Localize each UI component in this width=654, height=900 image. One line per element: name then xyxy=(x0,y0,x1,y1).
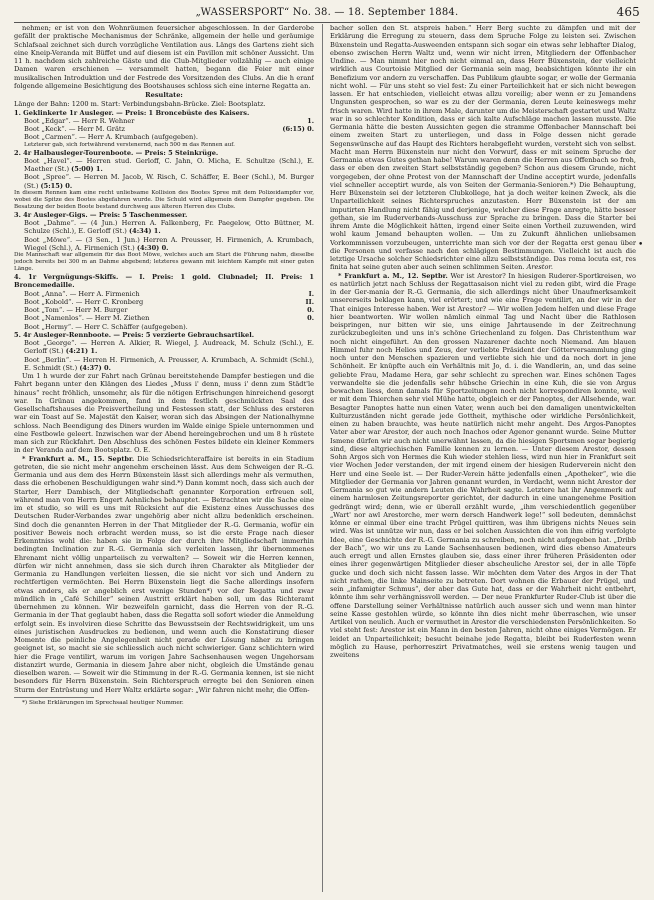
continued-paragraph: bacher sollen den St. atspreis haben.“ Herr Berg suchte zu dämpfen und mit der Erklärung die Erregung zu steuern, dass dem Spruche Folge zu leisten sei. Zwischen Büxenstein und Regatta-Ausweenden entspann sich sogar ein etwas sehr lebhafter Dialog, ebenso zwischen Herrn Waltz und, wenn wir nicht irren, Mitgliedern der Offenbacher Undine. — Man nimmt hier noch nicht einmal an, dass Herr Büxenstein, der vielleicht wirklich aus Courtoisie Mitglied der Germania sein mag, beabsichtigen könnte ihr ein Benefizium vor andern zu verschaffen. Das Publikum glaubte sogar, er wolle der Germania nicht wohl. — Für uns steht so viel fest: Zu einer Parteilichkeit hat er sich nicht bewegen lassen. Er hat entschieden, vielleicht etwas allzu voreilig; aber wenn er zu Jemandens Ungunsten gesprochen, so war es zu der der Germania, deren Leute keineswegs mehr frisch waren. Wird hatte in ihrem Male, darunter um die Meisterschaft gestartet und Waltz war in so schlechter Kondition, dass er sich kalte Aufschläge machen lassen musste. Die Germania hätte die besten Aussichten gegen die stramme Offenbacher Mannschaft bei einem zweiten Start zu unterliegen, und dass in Folge dessen nicht gerade Segenswünsche auf das Haupt des Richters herabgefleht wurden, versteht sich von selbst. Macht man Herrn Büxenstein nur nicht den Vorwurf, dass er mit seinem Spruche der Germania etwas Gutes gethan habe! Warum waren denn die Herren aus Offenbach so froh, dass er eben den zweiten Start selbstständig gegeben? Schon aus diesem Grunde, nicht vorgegeben, der ohne Protest von der Mannschaft der Undine acceptirt wurde, jedenfalls viel schneller acceptirt wurde, als von Seiten der Germania-Senioren.*) Die Behauptung, Herr Büxenstein sei der letzteren Clubkollege, hat ja doch weiter keinen Zweck, als die Unparteilichkeit seines Richterspruches anzutasten. Herr Büxenstein ist der am imputirten Handlung nicht fähig und derjenige, welcher diese Frage anregte, hätte besser gethan, sie im Ruderverbands-Ausschuss zur Sprache zu bringen. Dass die Starter bei ihrem Amte die Möglichkeit hätten, irgend einer Seite einen Vortheil zuzuwenden, wird wohl kaum Jemand behaupten wollen. — Um zu Zukunft ähnlichen unliebsamen Vorkommnissen vorzubeugen, unterrichte man sich vor der der Regatta erst genau über die Personen und verfasse nach den schlägigen Bestimmungen. Vielleicht ist auch die letztige Ursache solcher Schiedsrichter eine allzu selbstständige. Das roma locuta est, res finita hat seine guten aber auch seinen schlimmen Seiten. Arestor. xyxy=(330,24,636,272)
race-1-note: Letzterer gab, sich fortwährend verstenernd, nach 500 m das Rennen auf. xyxy=(24,141,235,148)
results-heading: Resultate: xyxy=(145,91,183,99)
race-4-row: Boot „Hermy“. — Herr C. Schäffer (aufgegeben). xyxy=(24,322,188,331)
race-3-title: 3. 4r Ausleger-Gigs. — Preis: 5 Taschenmesser. xyxy=(14,210,188,219)
race-3-row: Boot „Dahme“. — (4 Jun.) Herren A. Falkenberg, Fr. Paegelow, Otto Büttner, M. Schulze (Schl.), E. Gerloff (St.) (4:34) 1. xyxy=(24,219,314,236)
race-3-row: Boot „Möwe“. — (3 Sen., 1 Jun.) Herren A. Preusser, H. Firmenich, A. Krumbach, Wiegel (Schl.), A. Firmenich (St.) (4:30) 0. xyxy=(24,235,314,252)
race-1-row: Boot „Keck“. — Herr M. Grätz (6:15) 0. xyxy=(24,125,314,133)
race-5-row: Boot „Berlin“. — Herren H. Firmenich, A. Preusser, A. Krumbach, A. Schmidt (Schl.), E. Schmidt (St.) (4:37) 0. xyxy=(24,355,314,372)
closing-paragraph: Um 1 h wurde der zur Fahrt nach Grünau bereitstehende Dampfer bestiegen und die Fahrt begann unter den Klängen des Liedes „Muss i' denn, muss i' denn zum Städt'le hinaus“ recht fröhlich, unsomehr, als für die nötigen Erfrischungen hinreichend gesorgt war. In Grünau angekommen, fand in dem festlich geschmückten Saal des Gesellschaftshauses die Preisvertheilung und Festessen statt, der Schluss des ersteren war ein Toast auf Se. Majestät den Kaiser, woran sich das Absingen der Nationalhymne schloss. Nach Beendigung des Diners wurden im Walde einige Spiele unternommen und eine Festbowle geleert. Inzwischen war der Abend hereingebrochen und um 8 h rüstete man sich zur Rückfahrt. Den Abschluss des schönen Festes bildete ein kleiner Kommers in der Veranda auf dem Bootsplatz. O. E. xyxy=(14,372,314,455)
race-2-title: 2. 4r Halbausleger-Tourenboote. — Preis: 5 Steinkrüge. xyxy=(14,148,219,157)
frankfurt-report: * Frankfurt a. M., 15. Septbr. Die Schiedsrichteraffaire ist bereits in ein Stadium getreten, die sie nicht mehr angenehm erscheinen lässt. Aus dem Schweigen der R.-G. Germania und aus dem des Herrn Büxenstein lässt sich allerdings mehr als vermuthen, dass die erhobenen Beschuldigungen wahr sind.*) Dann kommt noch, dass sich auch der Starter, Herr Dambisch, der Mitgliedschaft genannter Korporation erfreuen soll, während man von Herrn Engert Aehnliches behauptet. — Betrachten wir die Sache eine im et studio, so will es uns mit Rücksicht auf die Existenz eines Ausschusses des Deutschen Ruder-Verbandes zwar ungehörig aber nicht allzu bedenklich erscheinen. Sind doch die genannten Herren in der That Mitglieder der R.-G. Germania, wofür ein positiver Beweis noch erbracht werden muss, so ist die erste Frage nach dieser Erkenntniss wohl die: haben sie in Folge der durch ihre Mitgliedschaft immerhin bedingten Inclination zur R.-G. Germania sich verleiten lassen, ihr übernommenes Ehrenamt nicht völlig unparteiisch zu verwalten? — Soweit wir die Herren kennen, dürfen wir nicht annehmen, dass sie sich durch ihren Charakter als Mitglieder der Germania zu Handlungen verleiten liessen, die sie nicht vor sich und Andern zu rechtfertigen vermöchten. Bei Herrn Büxenstein liegt die Sache allerdings insofern etwas anders, als er angeblich erst wenige Stunden*) vor der Regatta und zwar mündlich in „Café Schiller“ seinen Austritt erklärt haben soll, um das Richteramt übernehmen zu können. Wir bezweifeln garnicht, dass die Herren von der R.-G. Germania in der That geglaubt haben, dass die Regatta soll sofort wieder die Anmeldung erfolgt sein. Es involviren diese Schritte das Bewusstsein der Rechtswidrigkeit, um uns eines juristischen Ausdruckes zu bedienen, und wenn auch die Konstatirung dieser Momente die peinliche Angelegenheit nicht gerade der Lösung näher zu bringen geeignet ist, so macht sie sie schliesslich auch nicht schwieriger. Ganz schlichtern wird hier die Frage ventilirt, warum im vorigen Jahre Sachsenhausen wegen Ungehorsam distanzirt wurde, Germania in diesem Jahre aber nicht, obgleich die Umstände genau dieselben waren. — Soweit wir die Stimmung in der R.-G. Germania kennen, ist sie nicht besonders für Herrn Büxenstein. Sein Richterspruch erregte bei den Senioren einen Sturm der Entrüstung und Herr Waltz erklärte sogar: „Wir fahren nicht mehr, die Offen- xyxy=(14,454,314,694)
footnote-divider xyxy=(14,697,94,698)
arestor-article: * Frankfurt a. M., 12. Septbr. Wer ist Arestor? In hiesigen Ruderer-Sportkreisen, wo es natürlich jetzt nach Schluss der Regattasaison nicht viel zu reden gibt, wird die Frage in der Ger-mania der R.-G. Germania, die sich allerdings nicht über Unaufmerksamkeit unsererseits beklagen kann, viel erörtert; und wie eine Frage ventilirt, an der wir in der That einiges Interesse haben. Wer ist Arestor? — Wir wollen Jedem helfen und diese Frage hier beantworten. Wir wollen nämlich einmal Tag und Nacht über die Rathlosen beispringen, nur bitten wir sie, uns einige Jahrtausende in der Zeitrechnung zurückzubegleiten und uns in's schöne Griechenland zu folgen. Das Christenthum war noch nicht eingeführt. An den grossen Nazarener dachte noch Niemand. Am blauen Himmel fuhr noch Helios und Zeus, der verliebte Präsident der Götterversammlung ging noch unter den Menschen spazieren und verliebte sich hie und da noch dort in jene Schönheit. Er knüpfte auch ein Verhältnis mit Jo, d. i. die Wandlerin, an, und das seine geliebte Frau, Madame Hera, gar sehr schlecht zu sprechen war. Eines schönen Tages verwandelte sie die jedenfalls sehr hübsche Griechin in eine Kuh, die sie von Argus bewachen liess, denn damals für Sportzeitungen noch nicht korrespondiren konnte, weil er mit dem Thierchen sehr viel Mühe hatte, obgleich er der Panoptes, der Allsehende, war. Besagter Panoptes hatte nun einen Vater, wenn auch bei den damaligen unentwickelten Kulturzuständen nicht gerade jede Gottheit, mythische oder wirkliche Persönlichkeit, einen zu haben brauchte, was heute natürlich nicht mehr angeht. Des Argos-Panoptes Vater aber war Arestor, der auch noch Inachos oder Agenor genannt wurde. Seine Mutter Ismene dürfen wir auch nicht unerwähnt lassen, da die hiesigen Sportsmen sogar begierig sind, diese altgriechischen Familie kennen zu lernen. — Unter diesem Arestor, dessen Sohn Argos sich von Hermes die Kuh wieder stehlen liess, wird nun hier in Frankfurt seit vier Wochen Jeder verstanden, der mit irgend einem der hiesigen Ruderverein nicht den Herr und eine Seele ist. — Der Ruder-Verein hätte jedenfalls einen „Apotheker“, wie die Mitglieder der Germania vor Jahren genannt wurden, in Verdacht, wenn nicht Arestor der Germania so gut wie andern Leuten die Wahrheit sagte. Letztere hat ihr Angenmerk auf einem harmlosen Zeitungsreporter gerichtet, der dadurch in eine unangenehme Position gedrängt wird; denn, wie er überall erzählt wurde, „ihm verschiedentlich gegenüber „Wart' nor awl Arestorche, mer wern dersch Handwerk lege!“ soll bedeuten, demnächst könne er einmal über eine tracht Prügel quittiren, was ihm übrigens nichts Neues sein wird. Was ist unnütze wir nun, dass er bei solchen Aussichten die von ihm eifrig verfolgte Idee, eine Geschichte der R.-G. Germania zu schreiben, noch nicht aufgegeben hat. „Dribb der Bach“, wo wir uns zu Lande Sachsenhausen bedienen, wird dies ebenso Amateurs auch erregt und allen Ernstes glauben sie, dass einer ihrer früheren Präsidenten oder eines ihrer gegenwärtigen Mitglieder dieser abscheuliche Arestor sei, der in alle Töpfe gucke und doch sich nicht fassen lasse. Wir möchten dem Vater des Argos in der That nicht rathen, die linke Mainseite zu betreten. Dort wohnen die Erbauer der Prügel, und sein „infamigter Schmus“, der aber das Gute hat, dass er der Wahrheit nicht entbehrt, könnte ihm sehr verhängnissvoll werden. — Der neue Frankfurter Ruder-Club ist über die offene Darstellung seiner Verhältnisse natürlich auch ausser sich und wenn man hinter seine Kasse gestohlen würde, so könnte ihn dies nicht mehr überraschen, wie unser Artikel von neulich. Auch er vermuthet in Arestor die verschiedensten Persönlichkeiten. So viel steht fest: Arestor ist ein Mann in den besten Jahren, nicht ohne einiges Vermögen. Er leidet an Unparteilichkeit; besucht beinahe jede Regatta, bleibt bei Ruderfesten wenn möglich zu Hause, perhorreszirt Privatmatches, weil sie erstens wenig taugen und zweitens xyxy=(330,271,636,659)
race-5-title: 5. 4r Ausleger-Rennboote. — Preis: 5 verzierte Gebrauchsartikel. xyxy=(14,330,255,339)
race-1-title: 1. Geklinkerte 1r Ausleger. — Preis: 1 Broncebüste des Kaisers. xyxy=(14,108,250,117)
left-column xyxy=(14,24,314,892)
race-5-row: Boot „George“. — Herren A. Alkier, R. Wiegel, J. Audreack, M. Schulz (Schl.), E. Gerloff (St.) (4:21) 1. xyxy=(24,339,314,356)
page-header xyxy=(14,6,640,23)
race-3-note: Die Mannschaft war allgemein für das Boot Möwe, welches auch am Start die Führung nahm, dieselbe jedoch bereits bei 300 m an Dahme abgebend; letzteres gewann mit leichtem Kampfe mit einer guten Länge. xyxy=(14,252,314,272)
running-title: „WASSERSPORT“ No. 38. — 18. September 1884. xyxy=(195,7,459,18)
footnote: *) Siehe Erklärungen im Sprechsaal heutiger Nummer. xyxy=(22,699,184,706)
column-divider xyxy=(322,24,323,892)
race-2-row: Boot „Spree“. — Herren M. Jacob, W. Risch, C. Schäffer, E. Beer (Schl.), M. Burger (St.) (5:15) 0. xyxy=(24,173,314,190)
race-4-row: Boot „Anna“. — Herr A. Firmenich I. xyxy=(24,289,314,298)
race-2-row: Boot „Havel“. — Herren stud. Gerloff, C. Jahn, O. Micha, E. Schultze (Schl.), E. Maether (St.) (5:00) 1. xyxy=(24,156,314,173)
race-4-row: Boot „Kobold“. — Herr C. Kronberg II. xyxy=(24,297,314,306)
race-1-row: Boot „Edgar“. — Herr R. Wehner 1. xyxy=(24,116,314,125)
intro-paragraph: nehmen; er ist von den Wohnräumen feuersicher abgeschlossen. In der Garderobe gefällt der praktische Mechanismus der Schränke, allgemein der helle und geräumige Schlafsaal zeichnet sich durch vorzügliche Ventilation aus. Längs des Gartens zieht sich eine Kneip-Veranda mit Büffet und auf diesem ist ein Pavillon mit schöner Aussicht. Um 11 h. nachdem sich zahlreiche Gäste und die Club-Mitglieder vollzählig — auch einige Damen waren erschienen — versammelt hatten, begann die Feier mit einer musikalischen Introduktion und der Festrede des Vorsitzenden des Clubs. An die h eranf folgende allgemeine Besichtigung des Bootshauses schloss sich eine interne Regatta an. xyxy=(14,24,314,90)
race-1-row: Boot „Carmen“. — Herr A. Krumbach (aufgegeben). xyxy=(24,133,198,142)
frankfurt-dateline-2: * Frankfurt a. M., 12. Septbr. xyxy=(338,271,448,280)
race-4-row: Boot „Tom“. — Herr M. Burger 0. xyxy=(24,306,314,314)
course-info: Länge der Bahn: 1200 m. Start: Verbindungsbahn-Brücke. Ziel: Bootsplatz. xyxy=(14,100,266,109)
page-number: 465 xyxy=(616,5,640,19)
closing-signature: O. E. xyxy=(134,446,151,455)
race-2-note: In diesem Rennen kam eine recht unliebsame Kollision des Bootes Spree mit dem Polizeidampfer vor, wobei die Spitze des Bootes abgefahren wurde. Die Schuld wird allgemein dem Dampfer gegeben. Die Besatzung der beiden Boote bestand durchweg aus älteren Herren des Clubs. xyxy=(14,189,314,210)
race-4-title: 4. 1r Vergnügungs-Skiffs. — I. Preis: 1 gold. Clubnadel; II. Preis: 1 Broncemedaille. xyxy=(14,273,314,290)
right-column xyxy=(330,24,636,892)
race-4-row: Boot „Namenlos“. — Herr M. Ziethen 0. xyxy=(24,314,314,323)
author-signature: Arestor. xyxy=(526,263,553,272)
margin-mark: • xyxy=(638,240,644,250)
frankfurt-dateline: * Frankfurt a. M., 15. Septbr. xyxy=(22,454,135,463)
